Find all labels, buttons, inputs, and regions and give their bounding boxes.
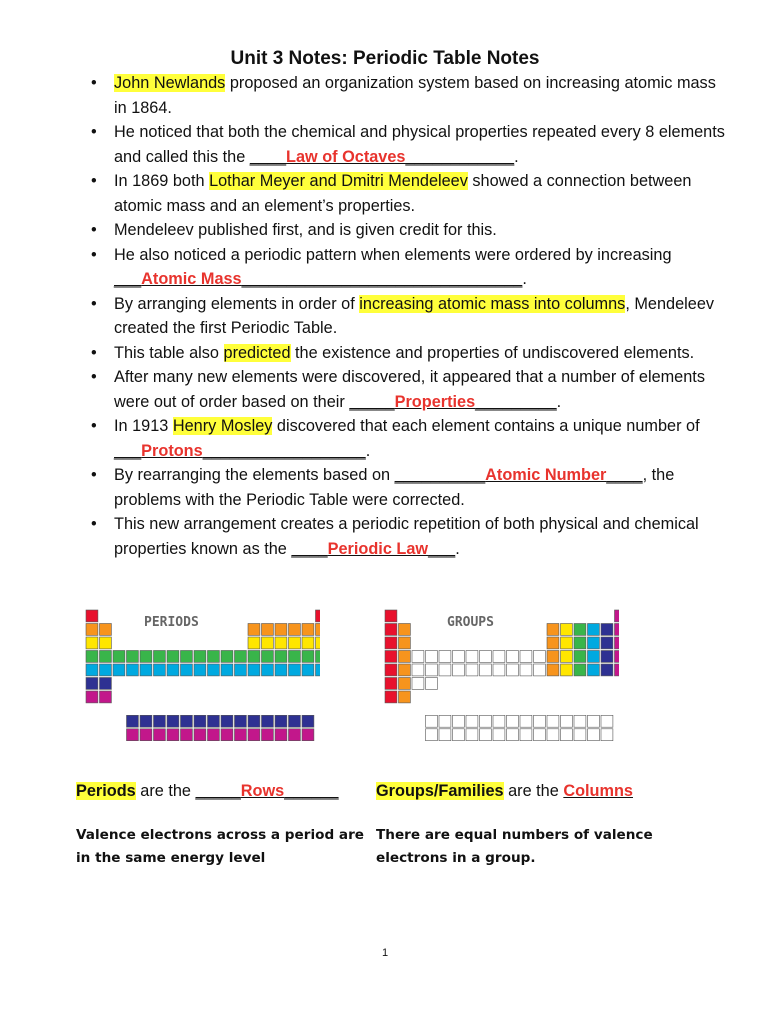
list-item	[88, 120, 728, 169]
period-cell	[275, 624, 287, 636]
item-text: Mendeleev published first, and is given credit for this.	[114, 221, 497, 239]
period-f-cell	[194, 715, 206, 727]
fill-blank	[395, 466, 643, 484]
blank-line: ____	[291, 539, 328, 558]
item-text: , Mendeleev created the first Periodic Table.	[114, 294, 715, 337]
groups-term: Groups/Families	[376, 782, 504, 800]
group-cell	[534, 664, 546, 676]
list-item	[88, 71, 728, 120]
group-cell	[385, 610, 397, 622]
group-cell	[547, 651, 559, 663]
group-f-cell	[507, 729, 519, 741]
blank-line: ____	[606, 466, 643, 484]
item-text: He also noticed a periodic pattern when elements were ordered by increasing	[114, 245, 672, 264]
period-cell	[302, 651, 314, 663]
period-f-cell	[235, 715, 247, 727]
period-f-cell	[127, 715, 139, 727]
period-cell	[167, 664, 179, 676]
period-f-cell	[167, 729, 179, 741]
period-cell	[275, 651, 287, 663]
period-cell	[100, 637, 112, 649]
item-text: After many new elements were discovered, it appeared that a number of elements were out of order based on their	[114, 368, 705, 411]
period-cell	[86, 610, 98, 622]
group-cell	[561, 637, 573, 649]
period-cell	[302, 664, 314, 676]
group-f-cell	[588, 715, 600, 727]
group-cell	[601, 637, 613, 649]
period-cell	[221, 651, 233, 663]
period-cell	[181, 664, 193, 676]
group-f-cell	[601, 715, 613, 727]
group-cell	[399, 624, 411, 636]
period-f-cell	[248, 715, 260, 727]
period-cell	[113, 651, 125, 663]
highlight-text: Henry Mosley	[172, 417, 273, 435]
group-f-cell	[561, 715, 573, 727]
periods-label: PERIODS	[144, 615, 199, 630]
periods-term: Periods	[76, 782, 136, 800]
groups-diagram	[379, 604, 619, 764]
list-item	[88, 463, 728, 512]
period-cell	[140, 651, 152, 663]
group-cell	[412, 651, 424, 663]
highlight-text: Lothar Meyer and Dmitri Mendeleev	[209, 172, 468, 190]
group-cell	[426, 678, 438, 690]
group-cell	[453, 664, 465, 676]
group-cell	[615, 664, 620, 676]
group-cell	[615, 637, 620, 649]
group-cell	[574, 664, 586, 676]
group-cell	[561, 624, 573, 636]
period-f-cell	[262, 715, 274, 727]
list-item	[88, 169, 728, 218]
period-f-cell	[221, 729, 233, 741]
period-f-cell	[167, 715, 179, 727]
period-cell	[248, 664, 260, 676]
group-cell	[493, 664, 505, 676]
period-cell	[154, 664, 166, 676]
group-cell	[574, 651, 586, 663]
group-cell	[561, 664, 573, 676]
item-text: discovered that each element contains a unique number of	[272, 417, 700, 435]
period-f-cell	[208, 715, 220, 727]
answer-text: Protons	[141, 441, 203, 460]
answer-text: Rows	[240, 782, 285, 800]
list-item	[88, 341, 728, 366]
group-cell	[507, 664, 519, 676]
caption-text: are the	[503, 782, 564, 800]
group-cell	[385, 678, 397, 690]
blank-line: ____	[249, 147, 287, 166]
groups-label: GROUPS	[447, 615, 494, 630]
period-f-cell	[302, 715, 314, 727]
group-cell	[385, 637, 397, 649]
group-cell	[399, 664, 411, 676]
group-f-cell	[574, 715, 586, 727]
period-f-cell	[181, 715, 193, 727]
period-cell	[262, 624, 274, 636]
blank-line: ____________	[405, 147, 515, 166]
period-cell	[316, 651, 321, 663]
period-f-cell	[235, 729, 247, 741]
group-cell	[547, 624, 559, 636]
list-item	[88, 512, 728, 561]
item-text: showed a connection between atomic mass and an element’s properties.	[114, 172, 692, 215]
fill-blank	[250, 148, 514, 166]
period-cell	[208, 651, 220, 663]
group-cell	[412, 664, 424, 676]
fill-blank	[114, 442, 366, 460]
period-cell	[140, 664, 152, 676]
group-f-cell	[493, 729, 505, 741]
list-item	[88, 365, 728, 414]
fill-blank	[291, 540, 455, 558]
period-cell	[262, 651, 274, 663]
group-cell	[601, 664, 613, 676]
period-cell	[100, 678, 112, 690]
item-text: In 1913	[114, 417, 173, 435]
item-text: By rearranging the elements based on	[114, 466, 395, 484]
answer-text: Properties	[394, 392, 476, 411]
period-f-cell	[154, 729, 166, 741]
period-cell	[100, 651, 112, 663]
group-cell	[547, 637, 559, 649]
period-cell	[181, 651, 193, 663]
list-item	[88, 292, 728, 341]
list-item	[88, 414, 728, 463]
caption-text: are the	[135, 782, 196, 800]
group-f-cell	[601, 729, 613, 741]
answer-text: Columns	[563, 782, 633, 800]
period-f-cell	[154, 715, 166, 727]
period-cell	[248, 651, 260, 663]
highlight-text: predicted	[223, 343, 291, 362]
page-number: 1	[381, 947, 389, 959]
period-cell	[100, 691, 112, 703]
group-cell	[574, 624, 586, 636]
period-cell	[86, 678, 98, 690]
blank-line: _______________________________	[241, 270, 523, 288]
period-cell	[86, 664, 98, 676]
group-cell	[385, 624, 397, 636]
period-f-cell	[275, 715, 287, 727]
answer-text: Periodic Law	[327, 539, 429, 558]
period-f-cell	[208, 729, 220, 741]
group-cell	[601, 624, 613, 636]
group-cell	[453, 651, 465, 663]
item-text: By arranging elements in order of	[114, 294, 360, 313]
period-cell	[127, 664, 139, 676]
item-text: .	[365, 441, 371, 460]
list-item	[88, 243, 728, 292]
group-cell	[615, 610, 620, 622]
group-f-cell	[439, 729, 451, 741]
group-cell	[385, 664, 397, 676]
fill-blank	[349, 393, 556, 411]
period-f-cell	[140, 729, 152, 741]
group-cell	[520, 664, 532, 676]
group-cell	[588, 637, 600, 649]
answer-text: Atomic Number	[485, 466, 607, 484]
period-f-cell	[289, 715, 301, 727]
period-cell	[302, 637, 314, 649]
group-cell	[547, 664, 559, 676]
item-text: .	[556, 392, 562, 411]
answer-text: Law of Octaves	[286, 147, 406, 166]
blank-line: __________	[394, 466, 486, 484]
period-cell	[167, 651, 179, 663]
item-text: In 1869 both	[114, 172, 210, 190]
blank-line: _____	[349, 392, 395, 411]
period-f-cell	[248, 729, 260, 741]
period-cell	[275, 637, 287, 649]
group-cell	[615, 651, 620, 663]
period-cell	[86, 691, 98, 703]
periods-caption	[76, 782, 339, 801]
group-f-cell	[534, 715, 546, 727]
group-cell	[574, 637, 586, 649]
group-f-cell	[534, 729, 546, 741]
group-f-cell	[453, 715, 465, 727]
item-text: the existence and properties of undiscovered elements.	[290, 343, 695, 362]
group-cell	[561, 651, 573, 663]
blank-line: ___	[428, 539, 456, 558]
period-cell	[154, 651, 166, 663]
item-text: .	[455, 539, 460, 558]
group-cell	[399, 678, 411, 690]
group-f-cell	[466, 729, 478, 741]
period-f-cell	[289, 729, 301, 741]
period-cell	[100, 624, 112, 636]
group-f-cell	[507, 715, 519, 727]
group-cell	[520, 651, 532, 663]
group-cell	[615, 624, 620, 636]
period-cell	[289, 624, 301, 636]
periods-note: Valence electrons across a period are in the same energy level	[76, 827, 365, 866]
period-cell	[100, 664, 112, 676]
group-cell	[399, 651, 411, 663]
period-cell	[235, 651, 247, 663]
item-text: This new arrangement creates a periodic repetition of both physical and chemical properties known as the	[114, 515, 699, 558]
group-cell	[534, 651, 546, 663]
group-cell	[588, 664, 600, 676]
period-cell	[316, 624, 321, 636]
highlight-text: increasing atomic mass into columns	[359, 294, 626, 313]
blank-line: ___	[114, 441, 142, 460]
group-cell	[399, 691, 411, 703]
groups-note: There are equal numbers of valence electrons in a group.	[376, 827, 653, 866]
item-text: This table also	[114, 343, 224, 362]
group-f-cell	[480, 715, 492, 727]
item-text: He noticed that both the chemical and physical properties repeated every 8 elements and called this the	[114, 123, 725, 166]
group-f-cell	[426, 715, 438, 727]
periods-diagram	[80, 604, 320, 764]
group-f-cell	[439, 715, 451, 727]
fill-blank	[195, 782, 338, 800]
fill-blank	[114, 270, 522, 288]
period-cell	[86, 637, 98, 649]
period-cell	[248, 624, 260, 636]
blank-line: _____	[195, 782, 241, 800]
period-cell	[289, 651, 301, 663]
period-cell	[208, 664, 220, 676]
period-cell	[113, 664, 125, 676]
period-f-cell	[262, 729, 274, 741]
group-cell	[412, 678, 424, 690]
period-cell	[302, 624, 314, 636]
answer-text: Atomic Mass	[141, 270, 242, 288]
group-f-cell	[426, 729, 438, 741]
group-cell	[480, 664, 492, 676]
period-cell	[86, 624, 98, 636]
item-text: proposed an organization system based on increasing atomic mass in 1864.	[114, 74, 716, 117]
group-cell	[507, 651, 519, 663]
group-cell	[601, 651, 613, 663]
period-f-cell	[181, 729, 193, 741]
blank-line: __________________	[202, 441, 366, 460]
group-cell	[439, 651, 451, 663]
period-f-cell	[302, 729, 314, 741]
period-cell	[221, 664, 233, 676]
group-f-cell	[588, 729, 600, 741]
period-f-cell	[275, 729, 287, 741]
period-cell	[248, 637, 260, 649]
group-cell	[426, 651, 438, 663]
group-cell	[588, 651, 600, 663]
period-cell	[262, 664, 274, 676]
group-f-cell	[574, 729, 586, 741]
page-title: Unit 3 Notes: Periodic Table Notes	[230, 48, 540, 69]
period-cell	[289, 664, 301, 676]
blank-line: _________	[475, 392, 557, 411]
group-f-cell	[466, 715, 478, 727]
notes-list	[88, 71, 728, 561]
period-cell	[316, 637, 321, 649]
period-cell	[316, 610, 321, 622]
highlight-text: John Newlands	[114, 74, 226, 92]
item-text: .	[514, 147, 519, 166]
period-cell	[316, 664, 321, 676]
group-cell	[385, 651, 397, 663]
group-cell	[399, 637, 411, 649]
period-cell	[127, 651, 139, 663]
group-f-cell	[561, 729, 573, 741]
group-f-cell	[493, 715, 505, 727]
period-cell	[235, 664, 247, 676]
period-f-cell	[140, 715, 152, 727]
group-f-cell	[453, 729, 465, 741]
group-cell	[480, 651, 492, 663]
blank-line: ___	[114, 270, 142, 288]
period-cell	[86, 651, 98, 663]
group-cell	[588, 624, 600, 636]
group-f-cell	[520, 715, 532, 727]
groups-caption	[376, 782, 633, 801]
group-cell	[466, 651, 478, 663]
period-cell	[289, 637, 301, 649]
group-cell	[466, 664, 478, 676]
group-f-cell	[480, 729, 492, 741]
item-text: .	[522, 270, 527, 288]
item-text: , the problems with the Periodic Table were corrected.	[114, 466, 675, 509]
period-cell	[194, 664, 206, 676]
group-cell	[385, 691, 397, 703]
group-cell	[439, 664, 451, 676]
period-cell	[275, 664, 287, 676]
list-item	[88, 218, 728, 243]
group-cell	[426, 664, 438, 676]
blank-line: ______	[284, 782, 339, 800]
group-cell	[493, 651, 505, 663]
group-f-cell	[547, 729, 559, 741]
period-cell	[262, 637, 274, 649]
period-f-cell	[127, 729, 139, 741]
period-cell	[194, 651, 206, 663]
group-f-cell	[547, 715, 559, 727]
group-f-cell	[520, 729, 532, 741]
period-f-cell	[194, 729, 206, 741]
period-f-cell	[221, 715, 233, 727]
